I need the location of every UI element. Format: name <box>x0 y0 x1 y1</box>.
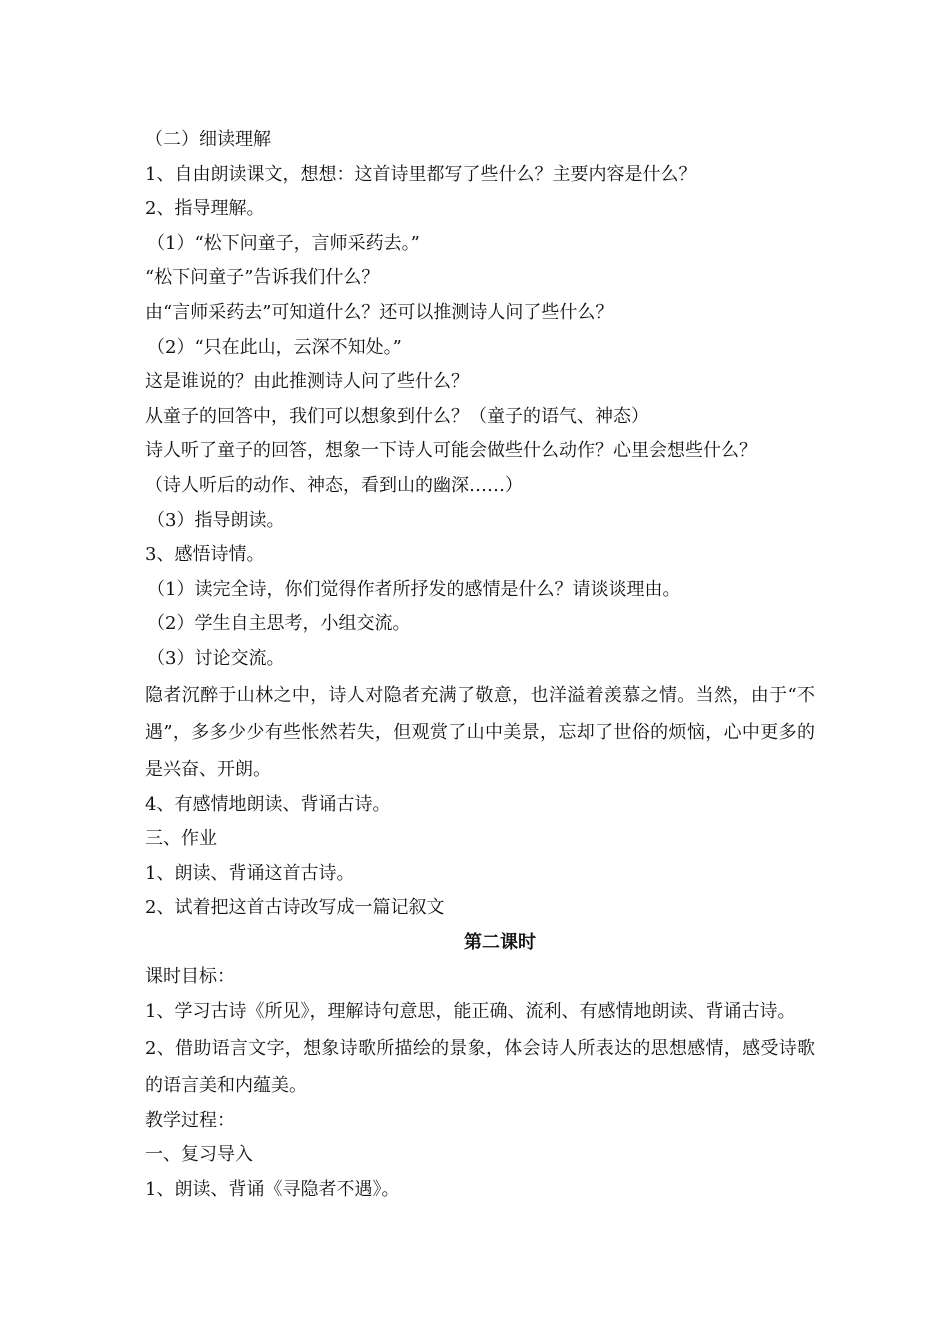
text-line: 1、自由朗读课文，想想：这首诗里都写了些什么？主要内容是什么？ <box>145 163 697 185</box>
text-line: 1、朗读、背诵《寻隐者不遇》。 <box>145 1178 400 1200</box>
text-line: 这是谁说的？由此推测诗人问了些什么？ <box>145 371 469 393</box>
text-line: 4、有感情地朗读、背诵古诗。 <box>145 793 391 815</box>
text-line: 一、复习导入 <box>145 1144 253 1166</box>
text-line: 三、作业 <box>145 828 217 850</box>
text-line: 1、学习古诗《所见》，理解诗句意思，能正确、流利、有感情地朗读、背诵古诗。 <box>145 1001 796 1023</box>
text-line: 1、朗读、背诵这首古诗。 <box>145 862 355 884</box>
text-line: 课时目标： <box>145 966 235 988</box>
text-line: 3、感悟诗情。 <box>145 544 265 566</box>
body-paragraph: 2、借助语言文字，想象诗歌所描绘的景象，体会诗人所表达的思想感情，感受诗歌的语言美和内蕴美。 <box>145 1037 815 1096</box>
text-line: 从童子的回答中，我们可以想象到什么？（童子的语气、神态） <box>145 405 649 427</box>
text-line: “松下问童子”告诉我们什么？ <box>145 267 380 289</box>
text-line: （2）“只在此山，云深不知处。” <box>147 336 402 358</box>
body-paragraph: 隐者沉醉于山林之中，诗人对隐者充满了敬意，也洋溢着羡慕之情。当然，由于“不遇”，多多少少有些怅然若失，但观赏了山中美景，忘却了世俗的烦恼，心中更多的是兴奋、开朗。 <box>145 684 815 780</box>
document-body <box>145 123 815 1207</box>
text-line: 2、试着把这首古诗改写成一篇记叙文 <box>145 897 445 919</box>
text-line: 2、指导理解。 <box>145 198 265 220</box>
lesson-title: 第二课时 <box>464 931 536 953</box>
text-line: （2）学生自主思考，小组交流。 <box>147 613 411 635</box>
text-line: （1）“松下问童子，言师采药去。” <box>147 232 420 254</box>
text-line: 由“言师采药去”可知道什么？还可以推测诗人问了些什么？ <box>145 301 614 323</box>
text-line: （3）指导朗读。 <box>147 509 285 531</box>
text-line: 教学过程： <box>145 1109 235 1131</box>
text-line: （3）讨论交流。 <box>147 647 285 669</box>
text-line: 诗人听了童子的回答，想象一下诗人可能会做些什么动作？心里会想些什么？ <box>145 440 757 462</box>
text-line: （诗人听后的动作、神态，看到山的幽深……） <box>145 474 523 496</box>
section-heading: （二）细读理解 <box>145 129 271 150</box>
text-line: （1）读完全诗，你们觉得作者所抒发的感情是什么？请谈谈理由。 <box>147 578 681 600</box>
